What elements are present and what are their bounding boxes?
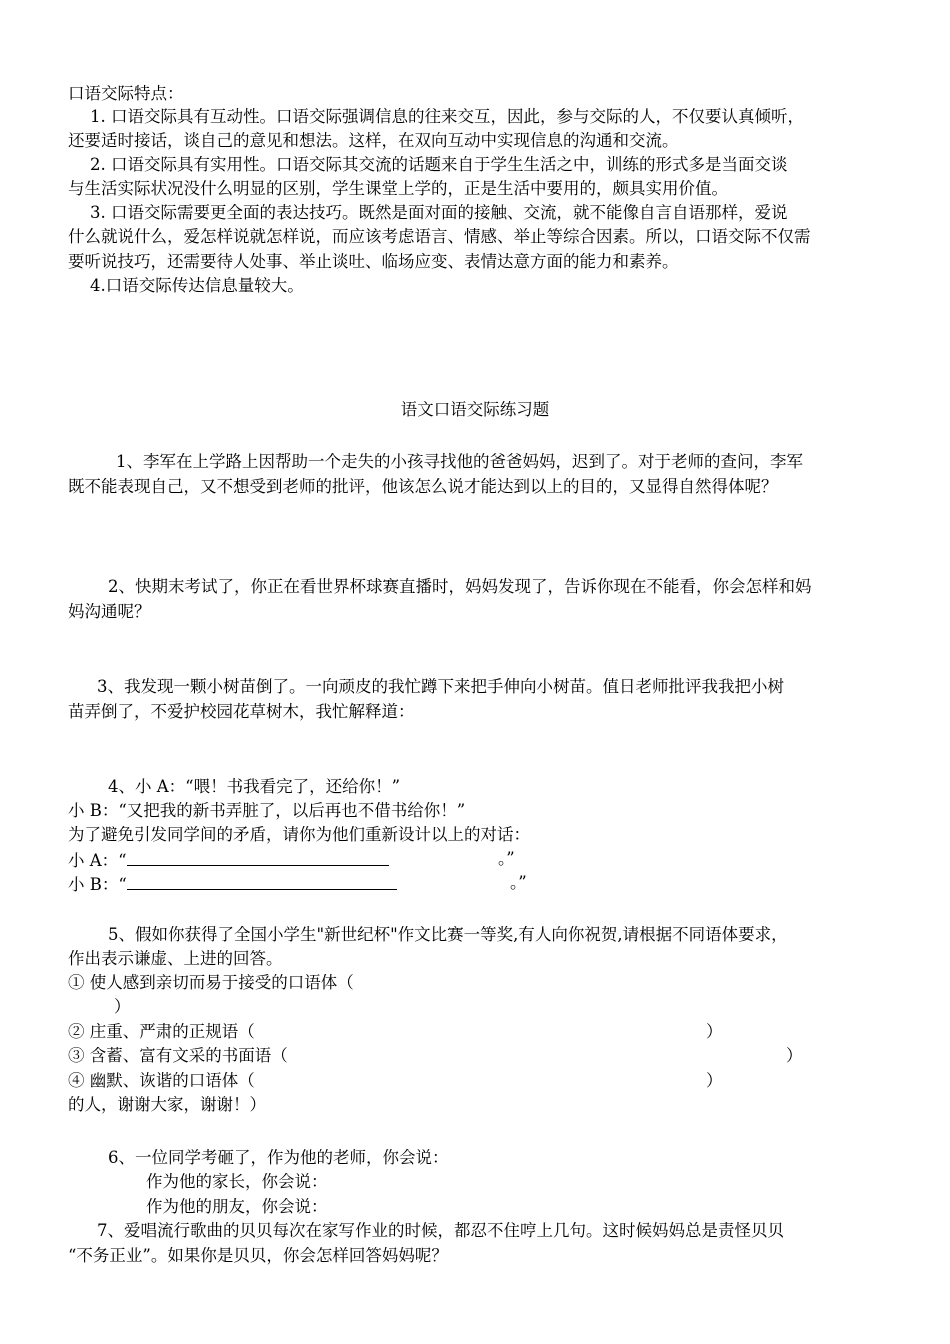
q7-line-1: 7、爱唱流行歌曲的贝贝每次在家写作业的时候，都忍不住哼上几句。这时候妈妈总是责怪贝贝: [97, 1221, 784, 1240]
feature-2-line-2: 与生活实际状况没什么明显的区别，学生课堂上学的，正是生活中要用的，颇具实用价值。: [68, 179, 728, 198]
q5-line-2: 作出表示谦虚、上进的回答。: [68, 949, 283, 968]
q2-line-2: 妈沟通呢？: [68, 602, 151, 621]
q5-option-3-close: ）: [786, 1046, 803, 1065]
q4-a-line: 4、小 A：“喂！书我看完了，还给你！”: [108, 777, 401, 796]
q1-line-2: 既不能表现自己，又不想受到老师的批评，他该怎么说才能达到以上的目的，又显得自然得体呢？: [68, 477, 778, 496]
q5-option-2: ② 庄重、严肃的正规语（: [68, 1022, 255, 1041]
q4-answer-a-suffix: 。”: [498, 849, 515, 868]
q6-line-1: 6、一位同学考砸了，作为他的老师，你会说：: [108, 1148, 449, 1167]
q3-line-2: 苗弄倒了，不爱护校园花草树木，我忙解释道：: [68, 702, 415, 721]
feature-2-line-1: 2. 口语交际具有实用性。口语交际其交流的话题来自于学生生活之中，训练的形式多是当面交谈: [90, 155, 788, 174]
q4-answer-a-blank[interactable]: [127, 847, 389, 866]
q2-line-1: 2、快期末考试了，你正在看世界杯球赛直播时，妈妈发现了，告诉你现在不能看，你会怎样和妈: [108, 577, 812, 596]
q5-option-1-close: ）: [114, 997, 131, 1016]
q4-answer-a: [68, 847, 389, 873]
q4-answer-b-prefix: 小 B：“: [68, 875, 127, 894]
feature-3-line-3: 要听说技巧，还需要待人处事、举止谈吐、临场应变、表情达意方面的能力和素养。: [68, 252, 679, 271]
q5-option-2-close: ）: [706, 1022, 723, 1041]
q1-line-1: 1、李军在上学路上因帮助一个走失的小孩寻找他的爸爸妈妈，迟到了。对于老师的查问，李军: [116, 452, 803, 471]
q4-answer-b: [68, 871, 397, 897]
feature-3-line-2: 什么就说什么，爱怎样说就怎样说，而应该考虑语言、情感、举止等综合因素。所以，口语交际不仅需: [68, 227, 811, 246]
exercise-title: 语文口语交际练习题: [400, 400, 550, 419]
q4-answer-b-suffix: 。”: [510, 873, 527, 892]
feature-1-line-2: 还要适时接话，谈自己的意见和想法。这样，在双向互动中实现信息的沟通和交流。: [68, 131, 679, 150]
feature-4-line-1: 4.口语交际传达信息量较大。: [90, 276, 304, 295]
feature-1-line-1: 1. 口语交际具有互动性。口语交际强调信息的往来交互，因此，参与交际的人，不仅要认真倾听，: [90, 107, 804, 126]
q5-option-4: ④ 幽默、诙谐的口语体（: [68, 1071, 255, 1090]
q4-instruction: 为了避免引发同学间的矛盾，请你为他们重新设计以上的对话：: [68, 825, 530, 844]
q4-b-line: 小 B：“又把我的新书弄脏了，以后再也不借书给你！”: [68, 801, 466, 820]
q4-answer-b-blank[interactable]: [127, 871, 397, 890]
q6-line-3: 作为他的朋友，你会说：: [146, 1197, 328, 1216]
q7-line-2: “不务正业”。如果你是贝贝，你会怎样回答妈妈呢？: [68, 1246, 448, 1265]
q5-option-3: ③ 含蓄、富有文采的书面语（: [68, 1046, 288, 1065]
q5-tail: 的人，谢谢大家，谢谢！）: [68, 1095, 266, 1114]
section-heading: 口语交际特点：: [68, 84, 184, 103]
q6-line-2: 作为他的家长，你会说：: [146, 1172, 328, 1191]
q5-line-1: 5、假如你获得了全国小学生"新世纪杯"作文比赛一等奖,有人向你祝贺,请根据不同语体要求，: [108, 925, 788, 944]
q4-answer-a-prefix: 小 A：“: [68, 851, 127, 870]
q5-option-1: ① 使人感到亲切而易于接受的口语体（: [68, 973, 354, 992]
q3-line-1: 3、我发现一颗小树苗倒了。一向顽皮的我忙蹲下来把手伸向小树苗。值日老师批评我我把小树: [97, 677, 784, 696]
q5-option-4-close: ）: [706, 1071, 723, 1090]
feature-3-line-1: 3. 口语交际需要更全面的表达技巧。既然是面对面的接触、交流，就不能像自言自语那样，爱说: [90, 203, 788, 222]
